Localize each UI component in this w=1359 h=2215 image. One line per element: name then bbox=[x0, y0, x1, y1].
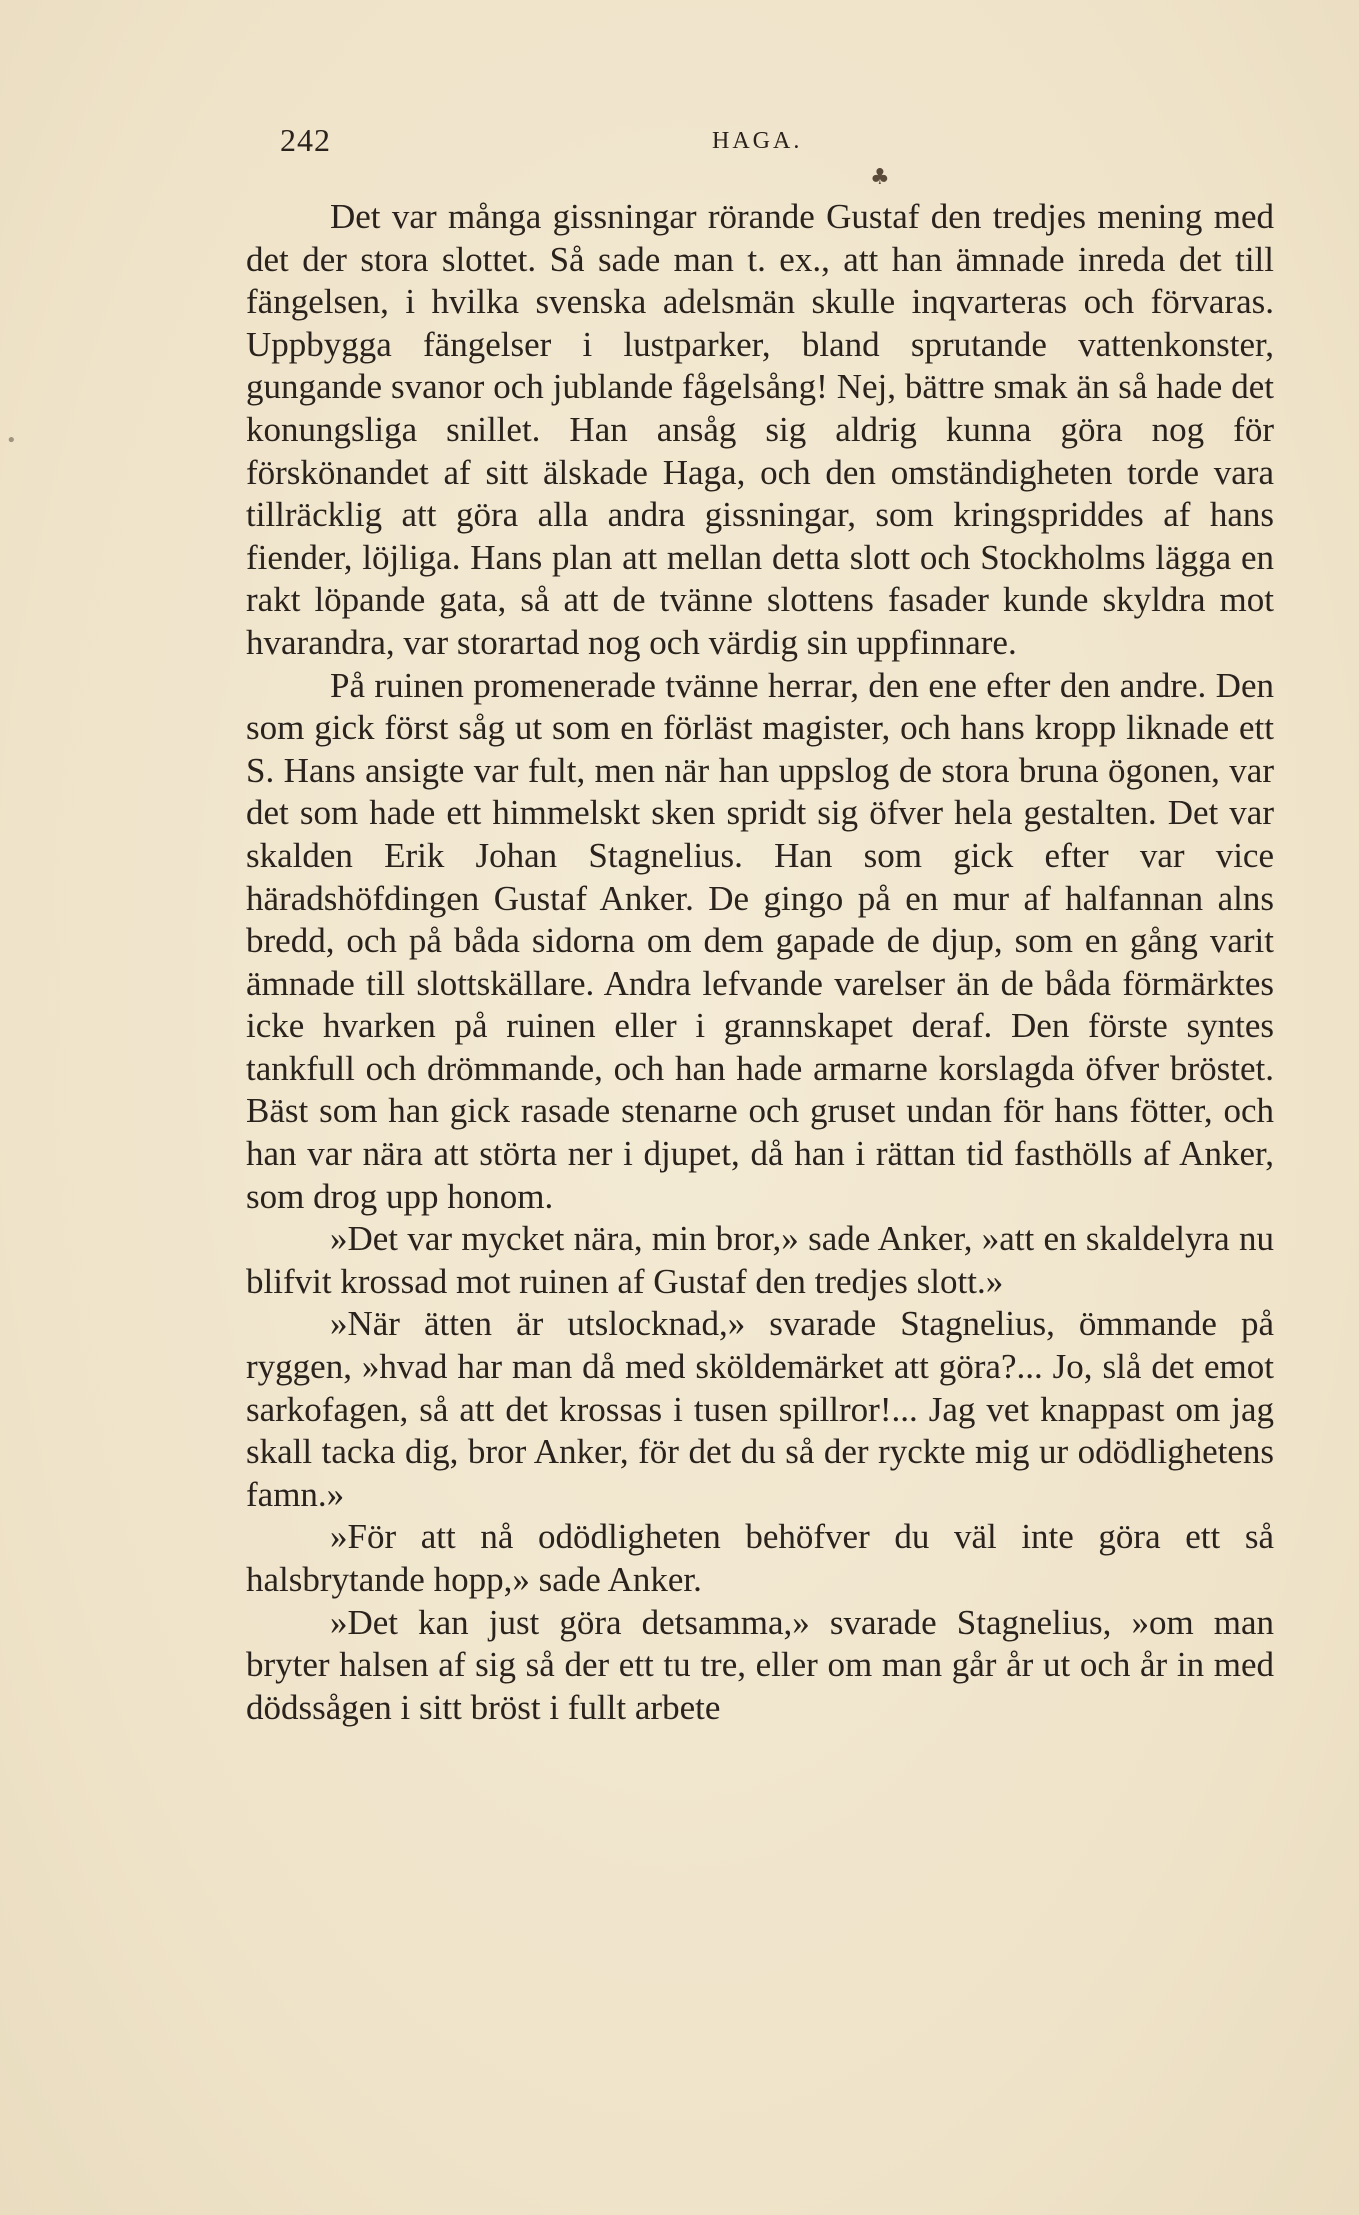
page-header bbox=[280, 122, 1280, 162]
running-head: HAGA. bbox=[712, 128, 803, 154]
margin-mark: • bbox=[6, 430, 17, 451]
page-number: 242 bbox=[280, 122, 331, 158]
paragraph: »Det kan just göra detsamma,» svarade Stagnelius, »om man bryter halsen af sig så der ett tu tre, eller om man går år ut och år in med dödssågen i sitt bröst i fullt arbete bbox=[246, 1602, 1274, 1727]
paragraph: Det var många gissningar rörande Gustaf den tredjes mening med det der stora slottet. Så sade man t. ex., att han ämnade inreda det till fängelsen, i hvilka svenska adelsmän skulle inqvarteras och förvaras. Uppbygga fängelser i lustparker, bland sprutande vattenkonster, gungande svanor och jublande fågelsång! Nej, bättre smak än så hade det konungsliga snillet. Han ansåg sig aldrig kunna göra nog för förskönandet af sitt älskade Haga, och den omständigheten torde vara tillräcklig att göra alla andra gissningar, som kringspriddes af hans fiender, löjliga. Hans plan att mellan detta slott och Stockholms lägga en rakt löpande gata, så att de tvänne slottens fasader kunde skyldra mot hvarandra, var storartad nog och värdig sin uppfinnare. bbox=[246, 197, 1274, 662]
paragraph: »Det var mycket nära, min bror,» sade Anker, »att en skaldelyra nu blifvit krossad mot ruinen af Gustaf den tredjes slott.» bbox=[246, 1219, 1274, 1301]
paragraph: »För att nå odödligheten behöfver du väl inte göra ett så halsbrytande hopp,» sade Anker. bbox=[246, 1517, 1274, 1599]
printer-ornament-icon: ♣ bbox=[870, 165, 890, 190]
body-text bbox=[246, 196, 1274, 1729]
paragraph: »När ätten är utslocknad,» svarade Stagnelius, ömmande på ryggen, »hvad har man då med sköldemärket att göra?... Jo, slå det emot sarkofagen, så att det krossas i tusen spillror!... Jag vet knappast om jag skall tacka dig, bror Anker, för det du så der ryckte mig ur odödlighetens famn.» bbox=[246, 1304, 1274, 1514]
paragraph: På ruinen promenerade tvänne herrar, den ene efter den andre. Den som gick först såg ut som en förläst magister, och hans kropp liknade ett S. Hans ansigte var fult, men när han uppslog de stora bruna ögonen, var det som hade ett himmelskt sken spridt sig öfver hela gestalten. Det var skalden Erik Johan Stagnelius. Han som gick efter var vice häradshöfdingen Gustaf Anker. De gingo på en mur af halfannan alns bredd, och på båda sidorna om dem gapade de djup, som en gång varit ämnade till slottskällare. Andra lefvande varelser än de båda förmärktes icke hvarken på ruinen eller i grannskapet deraf. Den förste syntes tankfull och drömmande, och han hade armarne korslagda öfver bröstet. Bäst som han gick rasade stenarne och gruset undan för hans fötter, och han var nära att störta ner i djupet, då han i rättan tid fasthölls af Anker, som drog upp honom. bbox=[246, 665, 1274, 1216]
